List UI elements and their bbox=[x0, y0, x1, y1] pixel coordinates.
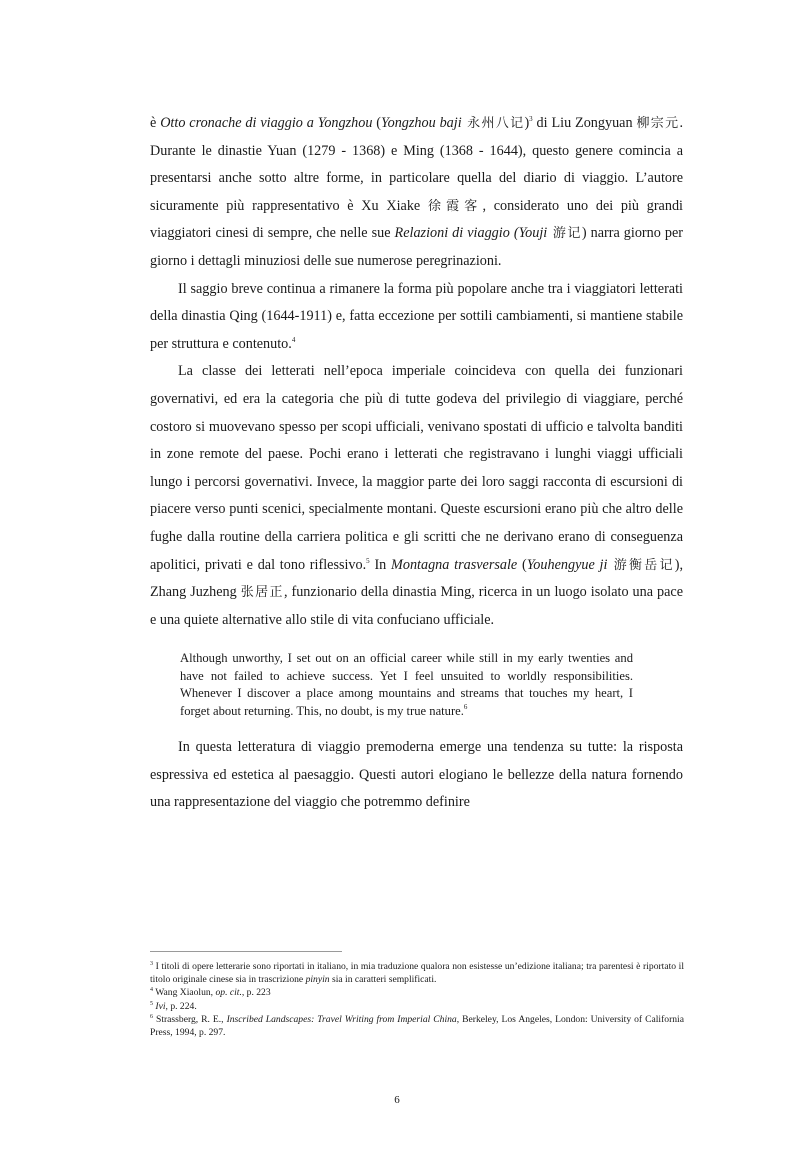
chinese-text: 张居正 bbox=[240, 585, 284, 601]
footnote-number: 6 bbox=[150, 1013, 153, 1020]
chinese-text: 徐霞客 bbox=[427, 198, 483, 214]
paragraph-2 bbox=[150, 276, 683, 359]
text: In bbox=[369, 556, 392, 573]
text: La classe dei letterati nell’epoca imperiale coincideva con quella dei funzionari governativi, ed era la categoria che più di tutte godeva del privilegio di viaggiare, perché costoro si muovevano spesso per scopi ufficiali, venivano spostati di ufficio e talvolta banditi in zone remote del paese. Pochi erano i letterati che registravano i lunghi viaggi ufficiali lungo i percorsi governativi. Invece, la maggior parte dei loro saggi racconta di escursioni di piacere verso punti scenici, specialmente montani. Queste escursioni erano più che altro delle fughe dalla routine della carriera politica e gli scritti che ne derivano erano di conseguenza apolitici, privati e dal tono riflessivo. bbox=[150, 363, 683, 573]
chinese-text: 永州八记 bbox=[461, 116, 525, 131]
italic-title: Relazioni di viaggio (Youji bbox=[394, 225, 548, 242]
italic-text: Ivi bbox=[155, 1000, 166, 1012]
footnote-separator bbox=[150, 951, 342, 952]
text: , considerato uno dei più grandi viaggiatori cinesi di sempre, che nelle sue bbox=[150, 197, 683, 242]
text: è bbox=[150, 115, 161, 131]
footnotes bbox=[150, 960, 684, 1039]
italic-title: Yongzhou baji bbox=[381, 115, 462, 131]
text: In questa letteratura di viaggio premoderna emerge una tendenza su tutte: la risposta espressiva ed estetica al paesaggio. Questi autori elogiano le bellezze della natura fornendo una rappresentazione del viaggio che potremmo definire bbox=[150, 738, 683, 811]
italic-title: Montagna trasversale bbox=[391, 556, 518, 573]
italic-title: Otto cronache di viaggio a Yongzhou bbox=[160, 115, 373, 131]
footnote-number: 3 bbox=[150, 961, 153, 967]
text: sia in caratteri semplificati. bbox=[329, 974, 437, 986]
text: , p. 224. bbox=[165, 1000, 197, 1012]
text: . Durante le dinastie Yuan (1279 - 1368) e Ming (1368 - 1644), questo genere comincia a presentarsi anche sotto altre forme, in particolare quella del diario di viaggio. L’autore sicuramente più rappresentativo è Xu Xiake bbox=[150, 115, 683, 214]
footnote-5 bbox=[150, 1000, 684, 1013]
footnote-6 bbox=[150, 1013, 684, 1039]
page-number: 6 bbox=[394, 1094, 400, 1106]
text: di Liu Zongyuan bbox=[532, 115, 637, 131]
chinese-text: 柳宗元 bbox=[636, 116, 680, 131]
block-quote bbox=[180, 650, 633, 720]
text: ( bbox=[517, 556, 527, 573]
text: Il saggio breve continua a rimanere la forma più popolare anche tra i viaggiatori letterati della dinastia Qing (1644-1911) e, fatta eccezione per sottili cambiamenti, si mantiene stabile per struttura e contenuto. bbox=[150, 280, 683, 352]
text: , p. 223 bbox=[241, 987, 271, 999]
paragraph-4 bbox=[150, 734, 683, 817]
footnote-ref-5[interactable]: 5 bbox=[366, 556, 370, 565]
chinese-text: 游衡岳记 bbox=[607, 557, 675, 573]
text: ) narra giorno per giorno i dettagli minuziosi delle sue numerose peregrinazioni. bbox=[150, 225, 683, 269]
footnote-number: 5 bbox=[150, 1000, 153, 1007]
footnote-4 bbox=[150, 986, 684, 999]
chinese-text: 游记 bbox=[547, 226, 582, 242]
footnote-3 bbox=[150, 960, 684, 986]
text: , Berkeley, Los Angeles, London: University of California Press, 1994, p. 297. bbox=[150, 1013, 684, 1039]
text: ( bbox=[372, 115, 382, 131]
italic-text: op. cit. bbox=[215, 987, 242, 999]
footnote-ref-4[interactable]: 4 bbox=[291, 335, 296, 344]
footnote-ref-6[interactable]: 6 bbox=[463, 702, 468, 711]
italic-text: pinyin bbox=[305, 974, 330, 986]
italic-title: Youhengyue ji bbox=[526, 556, 608, 573]
text: I titoli di opere letterarie sono riportati in italiano, in mia traduzione qualora non esistesse un’edizione italiana; tra parentesi è riportato il titolo originale cinese sia in trascrizione bbox=[150, 961, 684, 986]
text: Wang Xiaolun, bbox=[153, 987, 216, 999]
text: ) bbox=[524, 115, 530, 131]
text: , funzionario della dinastia Ming, ricerca in un luogo isolato una pace e una quiete alternative allo stile di vita confuciano ufficiale. bbox=[150, 584, 683, 628]
page-body bbox=[150, 110, 683, 817]
italic-text: Inscribed Landscapes: Travel Writing from Imperial China bbox=[226, 1013, 457, 1025]
quote-text: Although unworthy, I set out on an official career while still in my early twenties and have not failed to achieve success. Yet I feel unsuited to worldly responsibilities. Whenever I discover a place among mountains and streams that touches my heart, I forget about returning. This, no doubt, is my true nature. bbox=[180, 651, 633, 718]
text: ), Zhang Juzheng bbox=[150, 556, 683, 601]
paragraph-1 bbox=[150, 110, 683, 276]
paragraph-3 bbox=[150, 358, 683, 634]
footnote-ref-3[interactable]: 3 bbox=[529, 115, 533, 123]
footnote-number: 4 bbox=[150, 987, 153, 994]
text: Strassberg, R. E., bbox=[153, 1013, 227, 1025]
